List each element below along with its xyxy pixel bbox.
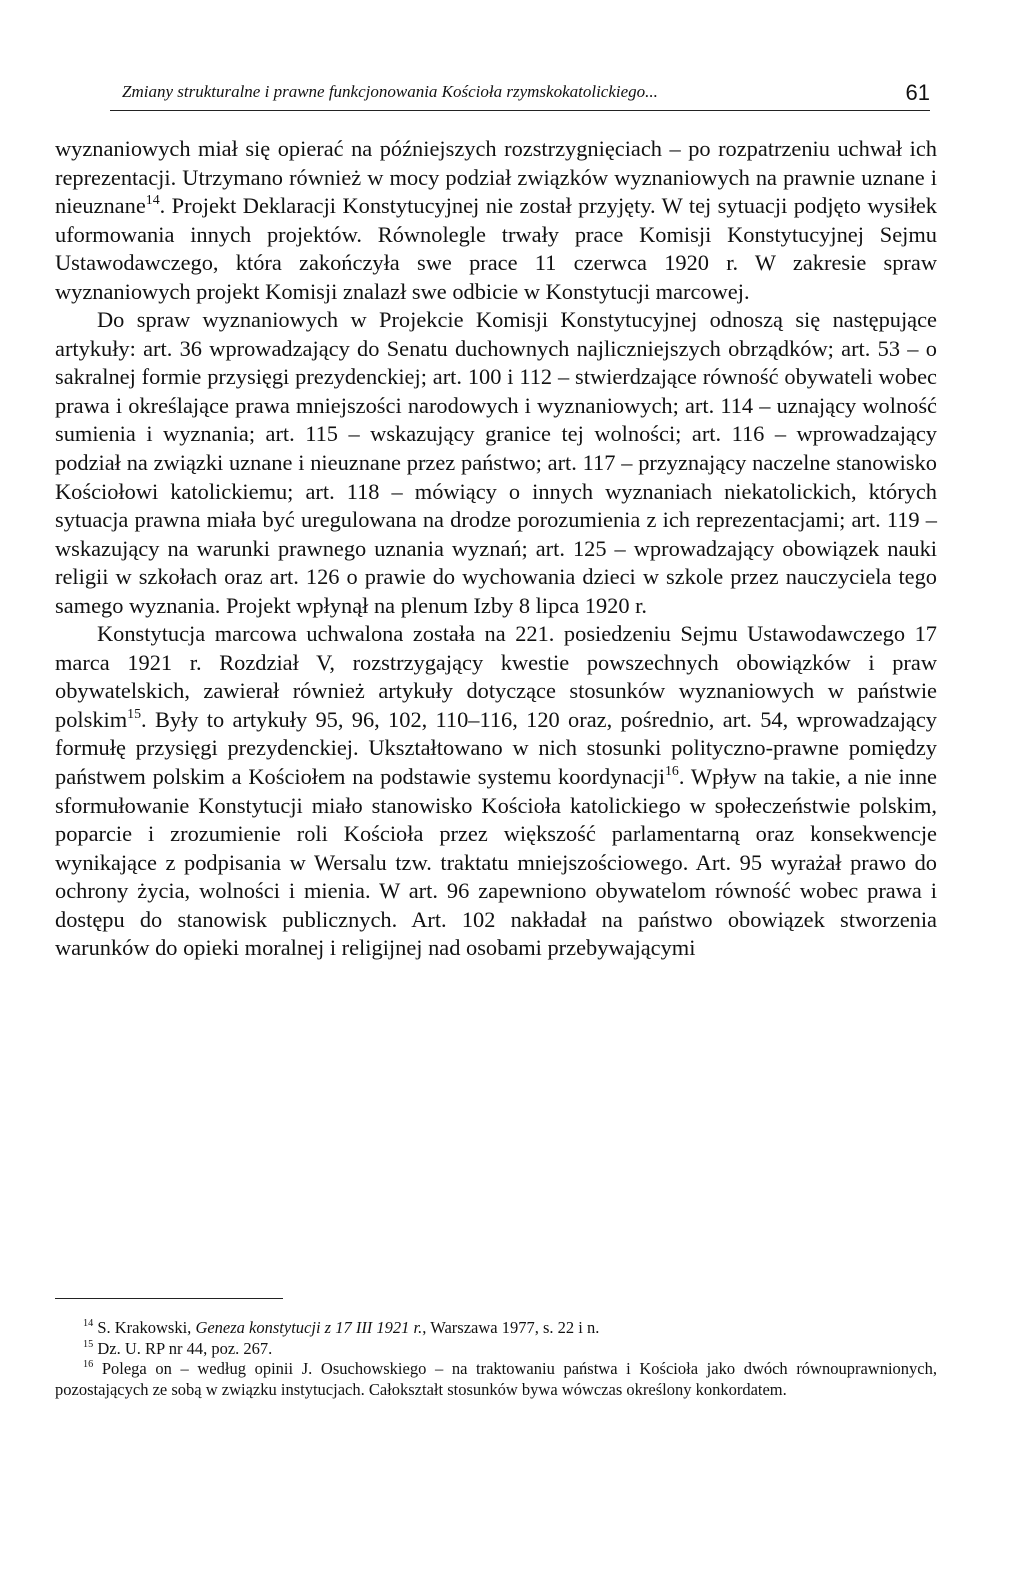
footnote-text: Polega on – według opinii J. Osuchowskiego – na traktowaniu państwa i Kościoła jako dwóch równouprawnionych, pozostających ze sobą w związku instytucjach. Całokształt stosunków bywa wówczas określony konkordatem.	[55, 1359, 937, 1399]
paragraph-text: . Wpływ na takie, a nie inne sformułowanie Konstytucji miało stanowisko Kościoła katolickiego w społeczeństwie polskim, poparcie i zrozumienie roli Kościoła przez większość parlamentarną oraz konsekwencje wynikające z podpisania w Wersalu tzw. traktatu mniejszościowego. Art. 95 wyrażał prawo do ochrony życia, wolności i mienia. W art. 96 zapewniono obywatelom równość wobec prawa i dostępu do stanowisk publicznych. Art. 102 nakładał na państwo obowiązek stworzenia warunków do opieki moralnej i religijnej nad osobami przebywającymi	[55, 764, 937, 961]
footnote-number: 15	[83, 1338, 94, 1350]
footnote-divider	[55, 1298, 283, 1299]
paragraph-3	[55, 620, 937, 963]
footnote-ref-14: 14	[145, 192, 160, 208]
footnote-14	[55, 1318, 937, 1339]
footnote-16	[55, 1359, 937, 1400]
main-text	[55, 135, 937, 963]
paragraph-text: Konstytucja marcowa uchwalona została na 221. posiedzeniu Sejmu Ustawodawczego 17 marca 1921 r. Rozdział V, rozstrzygający kwestie powszechnych obowiązków i praw obywatelskich, zawierał również artykuły dotyczące stosunków wyznaniowych w państwie polskim	[55, 621, 937, 732]
page-header	[110, 72, 930, 111]
running-title: Zmiany strukturalne i prawne funkcjonowania Kościoła rzymskokatolickiego...	[122, 82, 658, 101]
footnote-ref-15: 15	[127, 706, 142, 722]
footnote-text: Dz. U. RP nr 44, poz. 267.	[93, 1338, 273, 1358]
footnote-text: S. Krakowski,	[93, 1318, 196, 1337]
paragraph-text: . Były to artykuły 95, 96, 102, 110–116, 120 oraz, pośrednio, art. 54, wprowadzający formułę przysięgi prezydenckiej. Ukształtowano w nich stosunki polityczno-prawne pomiędzy państwem polskim a Kościołem na podstawie systemu koordynacji	[55, 706, 937, 790]
footnote-title: Geneza konstytucji z 17 III 1921 r.	[195, 1318, 423, 1337]
footnote-15	[55, 1339, 937, 1360]
page-number: 61	[905, 80, 930, 105]
paragraph-2: Do spraw wyznaniowych w Projekcie Komisji Konstytucyjnej odnoszą się następujące artykuły: art. 36 wprowadzający do Senatu duchownych najliczniejszych obrządków; art. 53 – o sakralnej formie przysięgi prezydenckiej; art. 100 i 112 – stwierdzające równość obywateli wobec prawa i określające prawa mniejszości narodowych i wyznaniowych; art. 114 – uznający wolność sumienia i wyznania; art. 115 – wskazujący granice tej wolności; art. 116 – wprowadzający podział na związki uznane i nieuznane przez państwo; art. 117 – przyznający naczelne stanowisko Kościołowi katolickiemu; art. 118 – mówiący o innych wyznaniach niekatolickich, których sytuacja prawna miała być uregulowana na drodze porozumienia z ich reprezentacjami; art. 119 – wskazujący na warunki prawnego uznania wyznań; art. 125 – wprowadzający obowiązek nauki religii w szkołach oraz art. 126 o prawie do wychowania dzieci w szkole przez nauczyciela tego samego wyznania. Projekt wpłynął na plenum Izby 8 lipca 1920 r.	[55, 307, 937, 618]
paragraph-text: . Projekt Deklaracji Konstytucyjnej nie został przyjęty. W tej sytuacji podjęto wysiłek uformowania innych projektów. Równolegle trwały prace Komisji Konstytucyjnej Sejmu Ustawodawczego, która zakończyła swe prace 11 czerwca 1920 r. W zakresie spraw wyznaniowych projekt Komisji znalazł swe odbicie w Konstytucji marcowej.	[55, 193, 937, 304]
footnotes	[55, 1318, 937, 1400]
paragraph-text: wyznaniowych miał się opierać na późniejszych rozstrzygnięciach – po rozpatrzeniu uchwał ich reprezentacji. Utrzymano również w mocy podział związków wyznaniowych na prawnie uznane i nieuznane	[55, 136, 937, 219]
footnote-text: , Warszawa 1977, s. 22 i n.	[422, 1318, 600, 1337]
paragraph-1	[55, 135, 937, 306]
footnote-number: 16	[83, 1359, 94, 1370]
footnote-ref-16: 16	[664, 763, 679, 779]
footnote-number: 14	[83, 1318, 94, 1329]
